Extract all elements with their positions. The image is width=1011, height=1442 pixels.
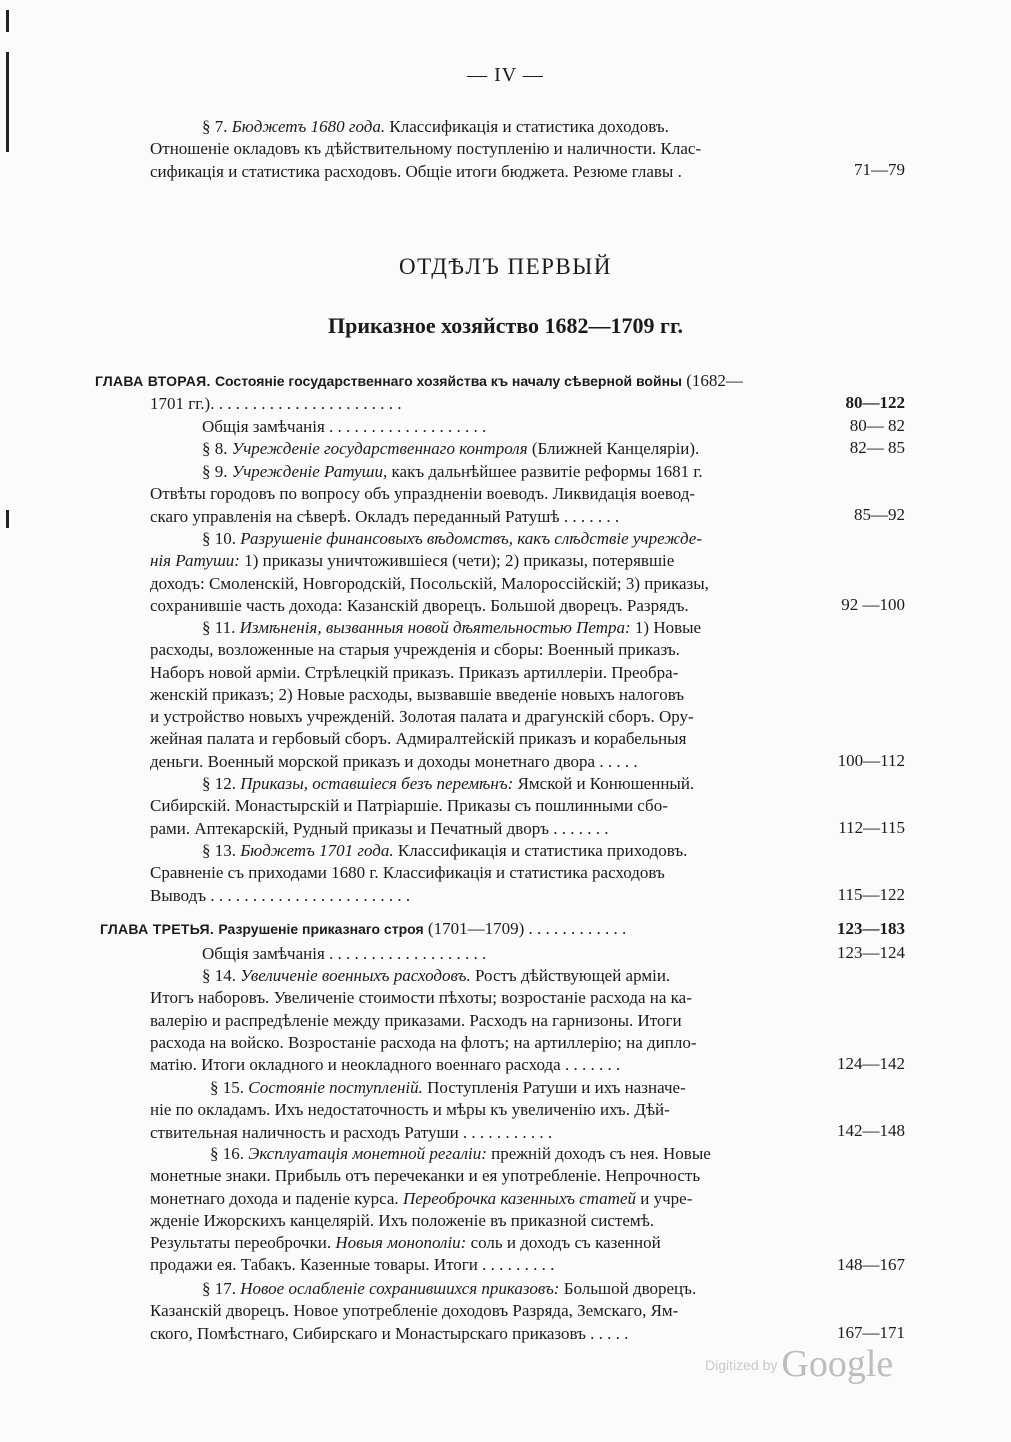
page-range: 112—115	[838, 818, 905, 837]
page-range: 85—92	[854, 505, 905, 524]
page-range: 167—171	[837, 1323, 905, 1342]
page-range: 115—122	[837, 885, 905, 904]
page-range: 80— 82	[849, 416, 905, 435]
toc-line: § 7. Бюджетъ 1680 года. Классификація и статистика доходовъ.	[202, 117, 669, 136]
toc-entry-12: § 12. Приказы, оставшіеся безъ перемѣнъ: Ямской и Конюшенный. Сибирскій. Монастырскій и Патріаршіе. Приказы съ пошлинными сбо- рами. Аптекарскій, Рудный приказы и Печатный дворъ . . . . . . .	[150, 774, 695, 838]
page-range: 148—167	[837, 1255, 905, 1274]
toc-line: Отношеніе окладовъ къ дѣйствительному поступленію и наличности. Клас-	[150, 139, 702, 159]
google-watermark: Digitized by Google	[705, 1343, 894, 1385]
page-range: 71—79	[854, 160, 905, 179]
page-range: 142—148	[837, 1121, 905, 1140]
page-range: 92 —100	[841, 595, 905, 614]
scan-mark	[6, 510, 9, 528]
section-title: ОТДѢЛЪ ПЕРВЫЙ	[399, 254, 612, 279]
toc-entry-11: § 11. Измѣненія, вызванныя новой дѣятельностью Петра: 1) Новые расходы, возложенные на старыя учрежденія и сборы: Военный приказъ. Наборъ новой арміи. Стрѣлецкій приказъ. Приказъ артиллеріи. Преобра- женскій приказъ; 2) Новые расходы, вызвавшіе введеніе новыхъ налоговъ и устройство новыхъ учрежденій. Золотая палата и драгунскій сборъ. Ору- жейная палата и гербовый сборъ. Адмиралтейскій приказъ и корабельныя деньги. Военный морской приказъ и доходы монетнаго двора . . . . .	[150, 618, 702, 771]
page-number: — IV —	[467, 64, 544, 86]
page-range: 100—112	[837, 751, 905, 770]
toc-entry-16: § 16. Эксплуатація монетной регаліи: прежній доходъ съ нея. Новые монетные знаки. Прибыль отъ перечеканки и ея употребленіе. Непрочность монетнаго дохода и паденіе курса. Переоброчка казенныхъ статей и учре- жденіе Ижорскихъ канцелярій. Ихъ положеніе въ приказной системѣ. Результаты переоброчки. Новыя монополіи: соль и доходъ съ казенной продажи ея. Табакъ. Казенные товары. Итоги . . . . . . . . .	[150, 1144, 711, 1275]
google-logo: Google	[781, 1343, 894, 1385]
toc-entry-15: § 15. Состояніе поступленій. Поступленія Ратуши и ихъ назначе- ніе по окладамъ. Ихъ недостаточность и мѣры къ увеличенію ихъ. Дѣй- ствительная наличность и расходъ Ратуши . . . . . . . . . . .	[150, 1078, 686, 1142]
chapter-heading-2-cont: 1701 гг.). . . . . . . . . . . . . . . . . . . . . . .	[150, 394, 402, 413]
page-range: 80—122	[845, 393, 905, 412]
page-range: 123—124	[837, 943, 905, 962]
toc-entry-9: § 9. Учрежденіе Ратуши, какъ дальнѣйшее развитіе реформы 1681 г. Отвѣты городовъ по вопросу объ упраздненіи воеводъ. Ликвидація воевод- скаго управленія на сѣверѣ. Окладъ переданный Ратушѣ . . . . . . .	[150, 462, 703, 526]
toc-entry-14: § 14. Увеличеніе военныхъ расходовъ. Ростъ дѣйствующей арміи. Итогъ наборовъ. Увеличеніе стоимости пѣхоты; возростаніе расхода на ка- валерію и распредѣленіе между приказами. Расходъ на гарнизоны. Итоги расхода на войско. Возростаніе расхода на флотъ; на артиллерію; на дипло- матію. Итоги окладного и неокладного военнаго расхода . . . . . . .	[150, 966, 697, 1075]
toc-entry-7	[150, 116, 790, 183]
toc-entry-13: § 13. Бюджетъ 1701 года. Классификація и статистика приходовъ. Сравненіе съ приходами 1680 г. Классификація и статистика расходовъ Выводъ . . . . . . . . . . . . . . . . . . . . . . . .	[150, 841, 688, 905]
toc-entry-8: § 8. Учрежденіе государственнаго контроля (Ближней Канцеляріи).	[202, 439, 700, 458]
page-range: 124—142	[837, 1054, 905, 1073]
toc-entry-17: § 17. Новое ослабленіе сохранившихся приказовъ: Большой дворецъ. Казанскій дворецъ. Новое употребленіе доходовъ Разряда, Земскаго, Ям- ского, Помѣстнаго, Сибирскаго и Монастырскаго приказовъ . . . . .	[150, 1279, 697, 1343]
toc-entry-10: § 10. Разрушеніе финансовыхъ вѣдомствъ, какъ слѣдствіе учрежде- нія Ратуши: 1) приказы уничтожившіеся (чети); 2) приказы, потерявшіе доходъ: Смоленскій, Новгородскій, Посольскій, Малороссійскій; 3) приказы, сохранившіе часть дохода: Казанскій дворецъ. Большой дворецъ. Разрядъ.	[150, 529, 709, 615]
toc-general: Общія замѣчанія . . . . . . . . . . . . . . . . . . .	[202, 417, 487, 436]
page-range: 123—183	[837, 919, 905, 938]
scan-mark	[6, 10, 9, 32]
page-range: 82— 85	[849, 438, 905, 457]
section-subtitle: Приказное хозяйство 1682—1709 гг.	[327, 313, 684, 338]
chapter-heading-2: ГЛАВА ВТОРАЯ. Состояніе государственнаго хозяйства къ началу сѣверной войны (1682—	[95, 371, 743, 390]
toc-line: сификація и статистика расходовъ. Общіе итоги бюджета. Резюме главы .	[150, 161, 682, 181]
toc-general: Общія замѣчанія . . . . . . . . . . . . . . . . . . .	[202, 944, 487, 963]
scan-edge	[0, 0, 14, 1442]
chapter-heading-3: ГЛАВА ТРЕТЬЯ. Разрушеніе приказнаго строя (1701—1709) . . . . . . . . . . . .	[100, 919, 627, 938]
